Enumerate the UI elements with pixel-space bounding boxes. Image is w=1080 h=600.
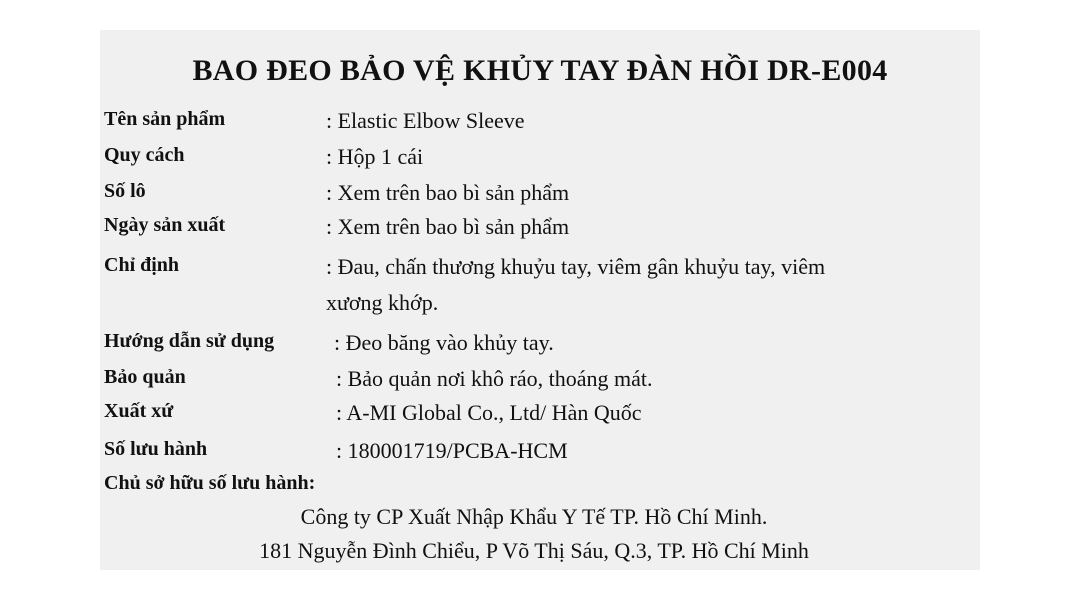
field-value-manufacture-date: : Xem trên bao bì sản phẩm	[326, 214, 570, 239]
field-label-origin: Xuất xứ	[104, 400, 174, 422]
owner-label: Chủ sở hữu số lưu hành:	[104, 472, 316, 494]
field-value-indication-line2: xương khớp.	[326, 290, 439, 315]
field-value-packaging: : Hộp 1 cái	[326, 144, 424, 169]
owner-address: 181 Nguyễn Đình Chiểu, P Võ Thị Sáu, Q.3, TP. Hồ Chí Minh	[259, 538, 809, 563]
field-value-origin: : A-MI Global Co., Ltd/ Hàn Quốc	[336, 400, 642, 425]
field-value-product-name: : Elastic Elbow Sleeve	[326, 108, 525, 133]
product-title: BAO ĐEO BẢO VỆ KHỦY TAY ĐÀN HỒI DR-E004	[192, 54, 888, 87]
field-label-lot-number: Số lô	[104, 180, 146, 202]
field-label-packaging: Quy cách	[104, 144, 185, 166]
field-label-indication: Chỉ định	[104, 254, 180, 276]
field-value-usage: : Đeo băng vào khủy tay.	[334, 330, 554, 355]
field-label-storage: Bảo quản	[104, 366, 186, 388]
field-label-manufacture-date: Ngày sản xuất	[104, 214, 226, 236]
field-value-lot-number: : Xem trên bao bì sản phẩm	[326, 180, 570, 205]
field-value-registration-number: : 180001719/PCBA-HCM	[336, 438, 568, 463]
field-label-registration-number: Số lưu hành	[104, 438, 208, 460]
field-value-storage: : Bảo quản nơi khô ráo, thoáng mát.	[336, 366, 653, 391]
field-label-usage: Hướng dẫn sử dụng	[104, 330, 275, 352]
owner-company: Công ty CP Xuất Nhập Khẩu Y Tế TP. Hồ Chí Minh.	[300, 504, 768, 529]
product-label-card	[100, 30, 980, 570]
field-value-indication: : Đau, chấn thương khuỷu tay, viêm gân khuỷu tay, viêm	[326, 254, 826, 279]
field-label-product-name: Tên sản phẩm	[104, 108, 226, 130]
